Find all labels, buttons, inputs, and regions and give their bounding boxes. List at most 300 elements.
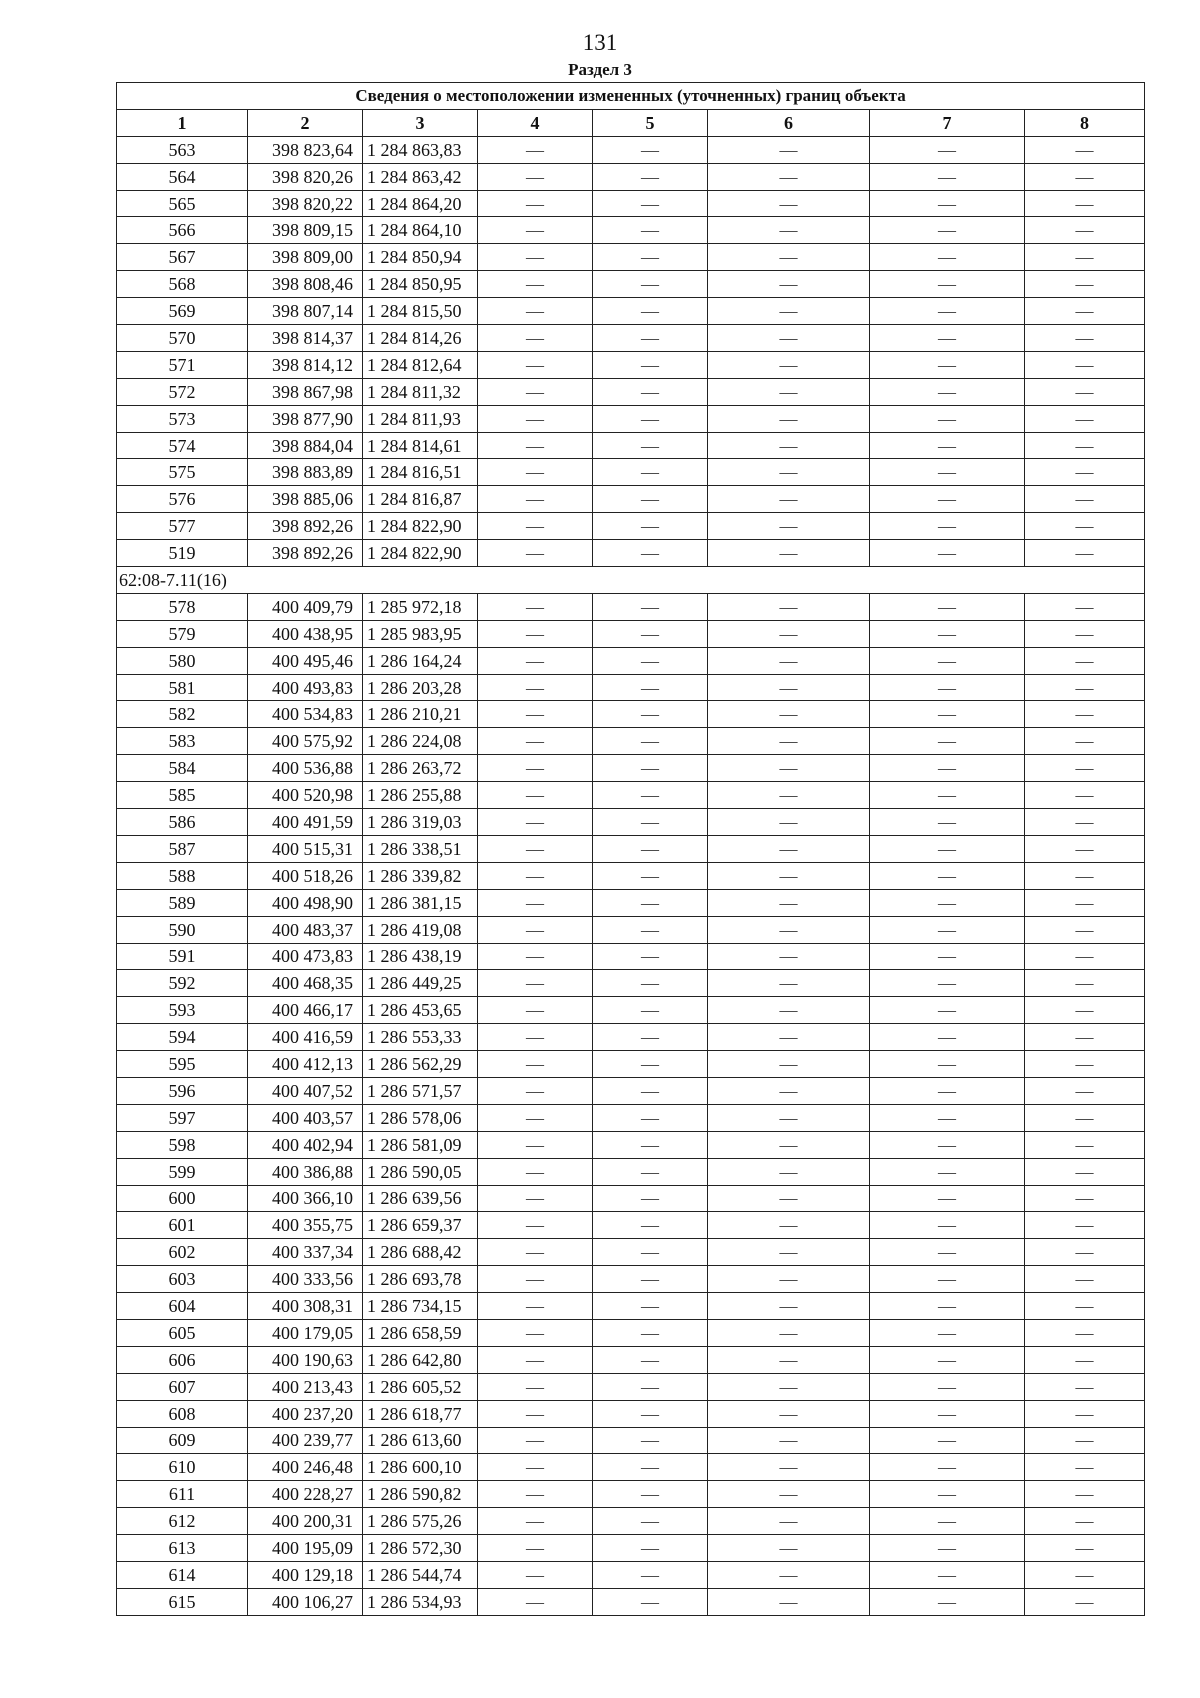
empty-dash-cell: — (870, 1400, 1025, 1427)
empty-dash-cell: — (593, 1024, 708, 1051)
empty-dash-cell: — (708, 835, 870, 862)
empty-dash-cell: — (478, 1266, 593, 1293)
y-coordinate-cell: 1 284 811,32 (363, 378, 478, 405)
point-number-cell: 588 (117, 862, 248, 889)
x-coordinate-cell: 400 491,59 (248, 809, 363, 836)
empty-dash-cell: — (593, 593, 708, 620)
table-row (117, 459, 1145, 486)
x-coordinate-cell: 400 200,31 (248, 1508, 363, 1535)
empty-dash-cell: — (708, 1373, 870, 1400)
point-number-cell: 578 (117, 593, 248, 620)
x-coordinate-cell: 400 412,13 (248, 1051, 363, 1078)
empty-dash-cell: — (593, 782, 708, 809)
table-row (117, 1535, 1145, 1562)
empty-dash-cell: — (1025, 244, 1145, 271)
empty-dash-cell: — (708, 1588, 870, 1615)
x-coordinate-cell: 398 820,22 (248, 190, 363, 217)
empty-dash-cell: — (478, 378, 593, 405)
point-number-cell: 610 (117, 1454, 248, 1481)
x-coordinate-cell: 400 355,75 (248, 1212, 363, 1239)
empty-dash-cell: — (478, 217, 593, 244)
empty-dash-cell: — (478, 1185, 593, 1212)
empty-dash-cell: — (708, 325, 870, 352)
empty-dash-cell: — (870, 1454, 1025, 1481)
table-row (117, 809, 1145, 836)
empty-dash-cell: — (1025, 943, 1145, 970)
table-row (117, 782, 1145, 809)
empty-dash-cell: — (1025, 1239, 1145, 1266)
empty-dash-cell: — (1025, 405, 1145, 432)
empty-dash-cell: — (1025, 378, 1145, 405)
empty-dash-cell: — (593, 1239, 708, 1266)
empty-dash-cell: — (1025, 701, 1145, 728)
empty-dash-cell: — (1025, 540, 1145, 567)
empty-dash-cell: — (1025, 593, 1145, 620)
empty-dash-cell: — (1025, 1508, 1145, 1535)
empty-dash-cell: — (708, 728, 870, 755)
empty-dash-cell: — (478, 540, 593, 567)
empty-dash-cell: — (708, 217, 870, 244)
empty-dash-cell: — (870, 136, 1025, 163)
y-coordinate-cell: 1 284 864,10 (363, 217, 478, 244)
empty-dash-cell: — (708, 1508, 870, 1535)
x-coordinate-cell: 398 814,37 (248, 325, 363, 352)
table-row (117, 970, 1145, 997)
x-coordinate-cell: 398 814,12 (248, 351, 363, 378)
y-coordinate-cell: 1 286 255,88 (363, 782, 478, 809)
table-row (117, 405, 1145, 432)
empty-dash-cell: — (708, 1077, 870, 1104)
empty-dash-cell: — (593, 378, 708, 405)
point-number-cell: 597 (117, 1104, 248, 1131)
point-number-cell: 605 (117, 1319, 248, 1346)
empty-dash-cell: — (870, 674, 1025, 701)
x-coordinate-cell: 398 867,98 (248, 378, 363, 405)
y-coordinate-cell: 1 286 203,28 (363, 674, 478, 701)
empty-dash-cell: — (708, 701, 870, 728)
x-coordinate-cell: 400 366,10 (248, 1185, 363, 1212)
table-row (117, 1185, 1145, 1212)
empty-dash-cell: — (708, 1239, 870, 1266)
empty-dash-cell: — (1025, 862, 1145, 889)
y-coordinate-cell: 1 284 863,83 (363, 136, 478, 163)
table-row (117, 916, 1145, 943)
x-coordinate-cell: 400 403,57 (248, 1104, 363, 1131)
x-coordinate-cell: 400 308,31 (248, 1293, 363, 1320)
point-number-cell: 611 (117, 1481, 248, 1508)
point-number-cell: 566 (117, 217, 248, 244)
empty-dash-cell: — (1025, 298, 1145, 325)
empty-dash-cell: — (1025, 1077, 1145, 1104)
empty-dash-cell: — (1025, 1400, 1145, 1427)
empty-dash-cell: — (1025, 835, 1145, 862)
empty-dash-cell: — (478, 325, 593, 352)
column-header: 6 (708, 109, 870, 136)
x-coordinate-cell: 398 820,26 (248, 163, 363, 190)
x-coordinate-cell: 400 498,90 (248, 889, 363, 916)
point-number-cell: 607 (117, 1373, 248, 1400)
empty-dash-cell: — (708, 1266, 870, 1293)
table-row (117, 1454, 1145, 1481)
table-row (117, 1158, 1145, 1185)
empty-dash-cell: — (478, 1131, 593, 1158)
x-coordinate-cell: 400 416,59 (248, 1024, 363, 1051)
empty-dash-cell: — (1025, 997, 1145, 1024)
empty-dash-cell: — (593, 1185, 708, 1212)
empty-dash-cell: — (593, 513, 708, 540)
empty-dash-cell: — (593, 1535, 708, 1562)
column-header-row (117, 109, 1145, 136)
empty-dash-cell: — (708, 244, 870, 271)
point-number-cell: 603 (117, 1266, 248, 1293)
empty-dash-cell: — (478, 513, 593, 540)
empty-dash-cell: — (870, 755, 1025, 782)
empty-dash-cell: — (1025, 728, 1145, 755)
table-row (117, 1104, 1145, 1131)
point-number-cell: 580 (117, 647, 248, 674)
empty-dash-cell: — (593, 862, 708, 889)
empty-dash-cell: — (593, 325, 708, 352)
x-coordinate-cell: 398 809,15 (248, 217, 363, 244)
empty-dash-cell: — (708, 136, 870, 163)
empty-dash-cell: — (1025, 325, 1145, 352)
point-number-cell: 594 (117, 1024, 248, 1051)
y-coordinate-cell: 1 286 210,21 (363, 701, 478, 728)
empty-dash-cell: — (708, 1454, 870, 1481)
empty-dash-cell: — (593, 755, 708, 782)
table-row (117, 1051, 1145, 1078)
table-row (117, 351, 1145, 378)
empty-dash-cell: — (478, 620, 593, 647)
empty-dash-cell: — (478, 1535, 593, 1562)
empty-dash-cell: — (708, 432, 870, 459)
empty-dash-cell: — (870, 217, 1025, 244)
y-coordinate-cell: 1 286 571,57 (363, 1077, 478, 1104)
empty-dash-cell: — (593, 943, 708, 970)
point-number-cell: 590 (117, 916, 248, 943)
empty-dash-cell: — (1025, 916, 1145, 943)
table-row (117, 997, 1145, 1024)
empty-dash-cell: — (478, 593, 593, 620)
empty-dash-cell: — (870, 163, 1025, 190)
y-coordinate-cell: 1 286 659,37 (363, 1212, 478, 1239)
empty-dash-cell: — (708, 513, 870, 540)
point-number-cell: 609 (117, 1427, 248, 1454)
x-coordinate-cell: 400 386,88 (248, 1158, 363, 1185)
point-number-cell: 589 (117, 889, 248, 916)
x-coordinate-cell: 398 883,89 (248, 459, 363, 486)
column-header: 5 (593, 109, 708, 136)
empty-dash-cell: — (870, 620, 1025, 647)
empty-dash-cell: — (478, 1239, 593, 1266)
empty-dash-cell: — (708, 997, 870, 1024)
table-row (117, 271, 1145, 298)
empty-dash-cell: — (478, 728, 593, 755)
x-coordinate-cell: 398 877,90 (248, 405, 363, 432)
x-coordinate-cell: 400 409,79 (248, 593, 363, 620)
empty-dash-cell: — (1025, 1319, 1145, 1346)
point-number-cell: 576 (117, 486, 248, 513)
empty-dash-cell: — (1025, 271, 1145, 298)
empty-dash-cell: — (478, 1427, 593, 1454)
empty-dash-cell: — (870, 405, 1025, 432)
y-coordinate-cell: 1 284 814,26 (363, 325, 478, 352)
point-number-cell: 593 (117, 997, 248, 1024)
x-coordinate-cell: 400 129,18 (248, 1561, 363, 1588)
column-header: 1 (117, 109, 248, 136)
empty-dash-cell: — (870, 271, 1025, 298)
empty-dash-cell: — (1025, 782, 1145, 809)
empty-dash-cell: — (1025, 1104, 1145, 1131)
empty-dash-cell: — (870, 1481, 1025, 1508)
empty-dash-cell: — (708, 298, 870, 325)
empty-dash-cell: — (593, 1588, 708, 1615)
point-number-cell: 595 (117, 1051, 248, 1078)
y-coordinate-cell: 1 286 438,19 (363, 943, 478, 970)
empty-dash-cell: — (593, 1561, 708, 1588)
empty-dash-cell: — (593, 1212, 708, 1239)
empty-dash-cell: — (870, 1239, 1025, 1266)
table-row (117, 1400, 1145, 1427)
y-coordinate-cell: 1 286 544,74 (363, 1561, 478, 1588)
table-row (117, 889, 1145, 916)
empty-dash-cell: — (870, 1535, 1025, 1562)
empty-dash-cell: — (593, 647, 708, 674)
y-coordinate-cell: 1 286 618,77 (363, 1400, 478, 1427)
table-row (117, 1508, 1145, 1535)
empty-dash-cell: — (1025, 674, 1145, 701)
empty-dash-cell: — (1025, 1346, 1145, 1373)
point-number-cell: 563 (117, 136, 248, 163)
y-coordinate-cell: 1 284 811,93 (363, 405, 478, 432)
x-coordinate-cell: 400 337,34 (248, 1239, 363, 1266)
empty-dash-cell: — (1025, 1373, 1145, 1400)
section-title: Раздел 3 (568, 60, 632, 79)
y-coordinate-cell: 1 286 534,93 (363, 1588, 478, 1615)
point-number-cell: 586 (117, 809, 248, 836)
x-coordinate-cell: 400 179,05 (248, 1319, 363, 1346)
table-row (117, 1024, 1145, 1051)
empty-dash-cell: — (708, 1131, 870, 1158)
y-coordinate-cell: 1 286 590,82 (363, 1481, 478, 1508)
empty-dash-cell: — (1025, 1481, 1145, 1508)
empty-dash-cell: — (478, 1454, 593, 1481)
empty-dash-cell: — (593, 1346, 708, 1373)
point-number-cell: 581 (117, 674, 248, 701)
empty-dash-cell: — (593, 835, 708, 862)
empty-dash-cell: — (1025, 970, 1145, 997)
empty-dash-cell: — (708, 1158, 870, 1185)
y-coordinate-cell: 1 284 822,90 (363, 540, 478, 567)
empty-dash-cell: — (870, 378, 1025, 405)
empty-dash-cell: — (593, 1104, 708, 1131)
empty-dash-cell: — (870, 1373, 1025, 1400)
table-row (117, 1131, 1145, 1158)
y-coordinate-cell: 1 286 553,33 (363, 1024, 478, 1051)
empty-dash-cell: — (1025, 163, 1145, 190)
empty-dash-cell: — (593, 916, 708, 943)
x-coordinate-cell: 398 807,14 (248, 298, 363, 325)
y-coordinate-cell: 1 286 164,24 (363, 647, 478, 674)
table-row (117, 593, 1145, 620)
x-coordinate-cell: 400 106,27 (248, 1588, 363, 1615)
x-coordinate-cell: 400 520,98 (248, 782, 363, 809)
empty-dash-cell: — (870, 1346, 1025, 1373)
empty-dash-cell: — (478, 970, 593, 997)
table-row (117, 325, 1145, 352)
empty-dash-cell: — (1025, 809, 1145, 836)
empty-dash-cell: — (708, 1535, 870, 1562)
empty-dash-cell: — (1025, 620, 1145, 647)
group-label: 62:08-7.11(16) (117, 567, 1145, 594)
empty-dash-cell: — (708, 1319, 870, 1346)
y-coordinate-cell: 1 284 850,95 (363, 271, 478, 298)
point-number-cell: 579 (117, 620, 248, 647)
empty-dash-cell: — (593, 1454, 708, 1481)
empty-dash-cell: — (478, 862, 593, 889)
empty-dash-cell: — (478, 405, 593, 432)
x-coordinate-cell: 400 190,63 (248, 1346, 363, 1373)
empty-dash-cell: — (478, 1104, 593, 1131)
empty-dash-cell: — (870, 1024, 1025, 1051)
empty-dash-cell: — (478, 1561, 593, 1588)
y-coordinate-cell: 1 284 815,50 (363, 298, 478, 325)
point-number-cell: 570 (117, 325, 248, 352)
point-number-cell: 583 (117, 728, 248, 755)
empty-dash-cell: — (708, 1481, 870, 1508)
empty-dash-cell: — (870, 1077, 1025, 1104)
empty-dash-cell: — (478, 997, 593, 1024)
empty-dash-cell: — (870, 1427, 1025, 1454)
empty-dash-cell: — (478, 701, 593, 728)
empty-dash-cell: — (593, 620, 708, 647)
y-coordinate-cell: 1 286 658,59 (363, 1319, 478, 1346)
table-body-first-part (117, 136, 1145, 566)
table-row (117, 1266, 1145, 1293)
y-coordinate-cell: 1 286 572,30 (363, 1535, 478, 1562)
empty-dash-cell: — (593, 674, 708, 701)
empty-dash-cell: — (708, 1024, 870, 1051)
x-coordinate-cell: 400 493,83 (248, 674, 363, 701)
empty-dash-cell: — (708, 862, 870, 889)
empty-dash-cell: — (708, 755, 870, 782)
empty-dash-cell: — (478, 244, 593, 271)
table-row (117, 728, 1145, 755)
empty-dash-cell: — (708, 1400, 870, 1427)
empty-dash-cell: — (593, 1319, 708, 1346)
empty-dash-cell: — (708, 1212, 870, 1239)
table-row (117, 1239, 1145, 1266)
empty-dash-cell: — (870, 809, 1025, 836)
empty-dash-cell: — (708, 1561, 870, 1588)
empty-dash-cell: — (708, 943, 870, 970)
empty-dash-cell: — (593, 1508, 708, 1535)
point-number-cell: 601 (117, 1212, 248, 1239)
empty-dash-cell: — (478, 351, 593, 378)
empty-dash-cell: — (708, 190, 870, 217)
empty-dash-cell: — (870, 916, 1025, 943)
empty-dash-cell: — (870, 351, 1025, 378)
table-row (117, 1293, 1145, 1320)
empty-dash-cell: — (708, 405, 870, 432)
empty-dash-cell: — (593, 1051, 708, 1078)
empty-dash-cell: — (870, 782, 1025, 809)
empty-dash-cell: — (708, 163, 870, 190)
y-coordinate-cell: 1 286 581,09 (363, 1131, 478, 1158)
y-coordinate-cell: 1 286 600,10 (363, 1454, 478, 1481)
table-row (117, 1319, 1145, 1346)
table-row (117, 244, 1145, 271)
x-coordinate-cell: 400 246,48 (248, 1454, 363, 1481)
point-number-cell: 613 (117, 1535, 248, 1562)
x-coordinate-cell: 398 885,06 (248, 486, 363, 513)
empty-dash-cell: — (593, 540, 708, 567)
x-coordinate-cell: 400 466,17 (248, 997, 363, 1024)
point-number-cell: 614 (117, 1561, 248, 1588)
x-coordinate-cell: 398 892,26 (248, 513, 363, 540)
point-number-cell: 569 (117, 298, 248, 325)
y-coordinate-cell: 1 284 816,87 (363, 486, 478, 513)
empty-dash-cell: — (1025, 1024, 1145, 1051)
table-row (117, 136, 1145, 163)
table-row (117, 647, 1145, 674)
empty-dash-cell: — (1025, 486, 1145, 513)
point-number-cell: 591 (117, 943, 248, 970)
empty-dash-cell: — (870, 1051, 1025, 1078)
empty-dash-cell: — (708, 1185, 870, 1212)
empty-dash-cell: — (478, 432, 593, 459)
empty-dash-cell: — (870, 298, 1025, 325)
empty-dash-cell: — (593, 1481, 708, 1508)
empty-dash-cell: — (870, 244, 1025, 271)
table-row (117, 1481, 1145, 1508)
column-header: 4 (478, 109, 593, 136)
table-row (117, 513, 1145, 540)
empty-dash-cell: — (708, 916, 870, 943)
empty-dash-cell: — (478, 163, 593, 190)
empty-dash-cell: — (593, 351, 708, 378)
table-row (117, 540, 1145, 567)
x-coordinate-cell: 400 515,31 (248, 835, 363, 862)
empty-dash-cell: — (1025, 432, 1145, 459)
x-coordinate-cell: 398 823,64 (248, 136, 363, 163)
empty-dash-cell: — (478, 809, 593, 836)
y-coordinate-cell: 1 286 453,65 (363, 997, 478, 1024)
y-coordinate-cell: 1 286 639,56 (363, 1185, 478, 1212)
point-number-cell: 585 (117, 782, 248, 809)
empty-dash-cell: — (1025, 217, 1145, 244)
empty-dash-cell: — (478, 916, 593, 943)
empty-dash-cell: — (1025, 755, 1145, 782)
point-number-cell: 565 (117, 190, 248, 217)
empty-dash-cell: — (1025, 190, 1145, 217)
empty-dash-cell: — (870, 862, 1025, 889)
empty-dash-cell: — (870, 1561, 1025, 1588)
empty-dash-cell: — (1025, 1185, 1145, 1212)
x-coordinate-cell: 400 407,52 (248, 1077, 363, 1104)
empty-dash-cell: — (708, 351, 870, 378)
table-body-second-part (117, 593, 1145, 1615)
empty-dash-cell: — (593, 1158, 708, 1185)
empty-dash-cell: — (478, 1024, 593, 1051)
empty-dash-cell: — (478, 1373, 593, 1400)
group-row (117, 567, 1145, 594)
empty-dash-cell: — (870, 943, 1025, 970)
table-row (117, 835, 1145, 862)
empty-dash-cell: — (593, 432, 708, 459)
empty-dash-cell: — (478, 889, 593, 916)
empty-dash-cell: — (593, 997, 708, 1024)
